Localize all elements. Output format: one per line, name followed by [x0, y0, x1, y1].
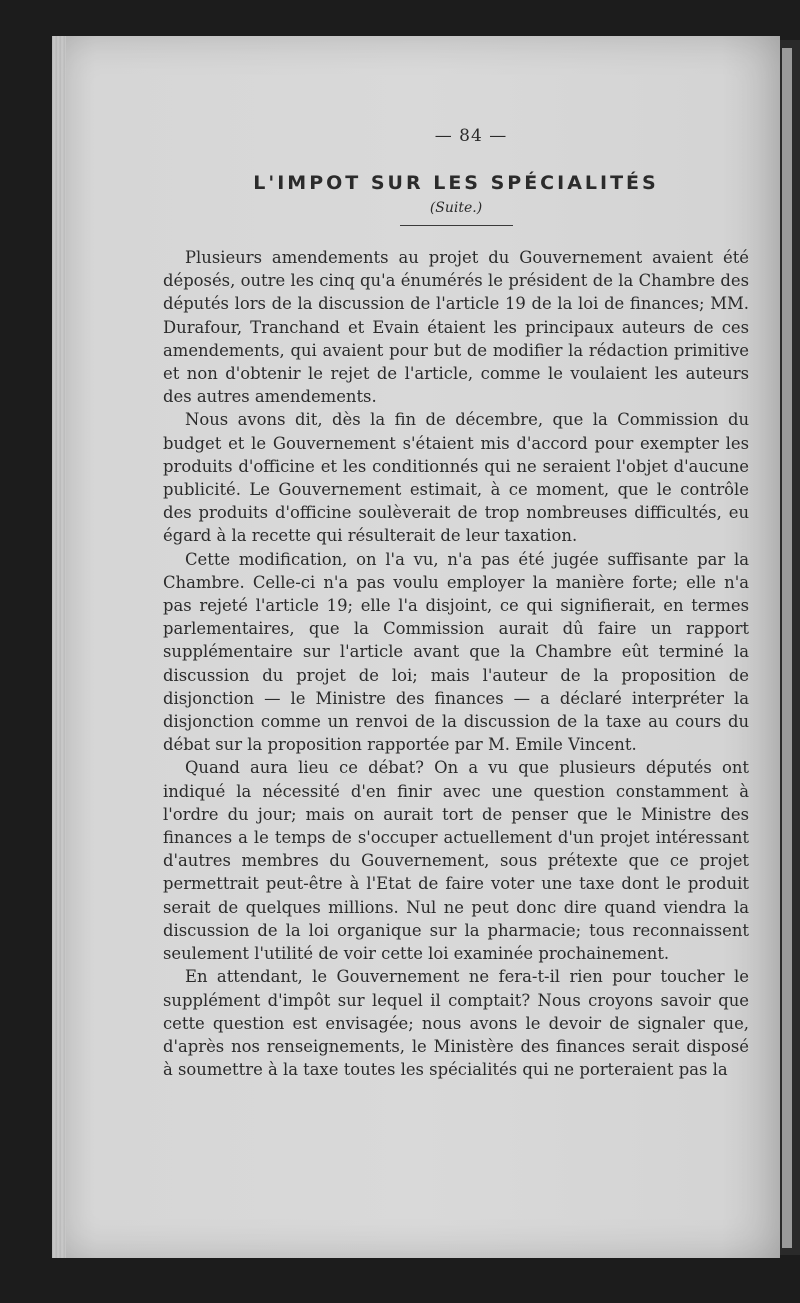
next-page-edge: [782, 48, 792, 1248]
paragraph: Nous avons dit, dès la fin de décembre, que la Commission du budget et le Gouvernement s'étaient mis d'accord pour exempter les produits d'officine et les conditionnés qui ne seraient l'objet d'aucune publicité. Le Gouvernement estimait, à ce moment, que le contrôle des produits d'officine soulèverait de trop nombreuses difficultés, eu égard à la recette qui résulterait de leur taxation.: [163, 410, 749, 546]
page-stack-edge: [52, 36, 66, 1258]
paragraph: Plusieurs amendements au projet du Gouvernement avaient été déposés, outre les cinq qu'a énumérés le président de la Chambre des députés lors de la discussion de l'article 19 de la loi de finances; MM. Durafour, Tranchand et Evain étaient les principaux auteurs de ces amendements, qui avaient pour but de modifier la rédaction primitive et non d'obtenir le rejet de l'article, comme le voulaient les auteurs des autres amendements.: [163, 248, 749, 407]
page-content: [163, 126, 749, 1081]
article-subtitle: (Suite.): [429, 200, 483, 216]
page-number: — 84 —: [434, 126, 508, 146]
article-title: L'IMPOT SUR LES SPÉCIALITÉS: [253, 172, 659, 194]
article-body: [163, 246, 749, 1081]
paragraph: Quand aura lieu ce débat? On a vu que plusieurs députés ont indiqué la nécessité d'en finir avec une question constamment à l'ordre du jour; mais on aurait tort de penser que le Ministre des finances a le temps de s'occuper actuellement d'un projet intéressant d'autres membres du Gouvernement, sous prétexte que ce projet permettrait peut-être à l'Etat de faire voter une taxe dont le produit serait de quelques millions. Nul ne peut donc dire quand viendra la discussion de la loi organique sur la pharmacie; tous reconnaissent seulement l'utilité de voir cette loi examinée prochainement.: [163, 758, 749, 964]
title-rule: [400, 225, 513, 226]
paragraph: En attendant, le Gouvernement ne fera-t-il rien pour toucher le supplément d'impôt sur lequel il comptait? Nous croyons savoir que cette question est envisagée; nous avons le devoir de signaler que, d'après nos renseignements, le Ministère des finances serait disposé à soumettre à la taxe toutes les spécialités qui ne porteraient pas la: [163, 967, 749, 1080]
paragraph: Cette modification, on l'a vu, n'a pas été jugée suffisante par la Chambre. Celle-ci n'a pas voulu employer la manière forte; elle n'a pas rejeté l'article 19; elle l'a disjoint, ce qui signifierait, en termes parlementaires, que la Commission aurait dû faire un rapport supplémentaire sur l'article avant que la Chambre eût terminé la discussion du projet de loi; mais l'auteur de la proposition de disjonction — le Ministre des finances — a déclaré interpréter la disjonction comme un renvoi de la discussion de la taxe au cours du débat sur la proposition rapportée par M. Emile Vincent.: [163, 549, 749, 755]
